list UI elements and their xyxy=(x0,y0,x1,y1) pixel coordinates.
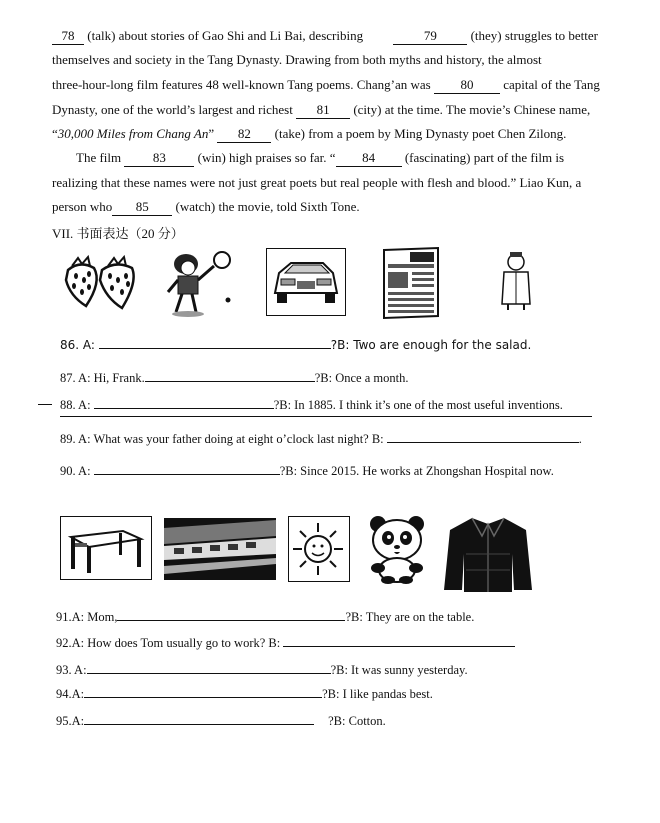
question-90: 90. A: ?B: Since 2015. He works at Zhongshan Hospital now. xyxy=(60,464,554,478)
passage-line-8: person who 85 (watch) the movie, told Sixth Tone. xyxy=(52,199,360,214)
passage-line-3: three-hour-long film features 48 well-known Tang poems. Chang’an was 80 capital of the Tang xyxy=(52,77,600,92)
blank-80[interactable]: 80 xyxy=(434,77,500,94)
question-91: 91.A: Mom, ?B: They are on the table. xyxy=(56,610,475,624)
strawberries-picture xyxy=(62,252,140,314)
answer-91-a[interactable] xyxy=(117,610,345,621)
jacket-picture xyxy=(442,514,534,594)
tennis-player-picture xyxy=(162,250,242,320)
answer-90-a[interactable] xyxy=(94,464,280,475)
answer-93-a[interactable] xyxy=(87,663,331,674)
answer-88-a[interactable] xyxy=(94,398,274,409)
subway-train-picture xyxy=(164,518,276,580)
panda-picture xyxy=(364,514,430,584)
answer-95-a[interactable] xyxy=(84,714,314,725)
question-87: 87. A: Hi, Frank. ?B: Once a month. xyxy=(60,371,409,385)
car-picture xyxy=(266,248,346,316)
passage-line-7: realizing that these names were not just great poets but real people with flesh and blood.” Liao Kun, a xyxy=(52,175,582,190)
answer-86-a[interactable] xyxy=(99,338,331,349)
question-88: 88. A: ?B: In 1885. I think it’s one of the most useful inventions. xyxy=(60,398,563,412)
passage-line-5: “30,000 Miles from Chang An” 82 (take) from a poem by Ming Dynasty poet Chen Zilong. xyxy=(52,126,567,141)
answer-92-b[interactable] xyxy=(283,636,515,647)
question-92: 92.A: How does Tom usually go to work? B: xyxy=(56,636,515,651)
question-95: 95.A: ?B: Cotton. xyxy=(56,714,386,728)
answer-94-a[interactable] xyxy=(84,687,322,698)
answer-89-b[interactable] xyxy=(387,432,579,443)
question-86: 86. A: ?B: Two are enough for the salad. xyxy=(60,338,532,352)
blank-82[interactable]: 82 xyxy=(217,126,271,143)
sun-picture xyxy=(288,516,350,582)
answer-87-a[interactable] xyxy=(145,371,315,382)
blank-78[interactable]: 78 xyxy=(52,28,84,45)
question-89: 89. A: What was your father doing at eight o’clock last night? B: . xyxy=(60,432,582,446)
blank-81[interactable]: 81 xyxy=(296,102,350,119)
passage-line-6: The film 83 (win) high praises so far. “ 84 (fascinating) part of the film is xyxy=(76,150,565,165)
section-heading: VII. 书面表达（20 分） xyxy=(52,226,184,241)
blank-83[interactable]: 83 xyxy=(124,150,194,167)
blank-85[interactable]: 85 xyxy=(112,199,172,216)
scan-underline xyxy=(60,416,592,417)
question-94: 94.A: ?B: I like pandas best. xyxy=(56,687,433,701)
blank-84[interactable]: 84 xyxy=(336,150,402,167)
blank-79[interactable]: 79 xyxy=(393,28,467,45)
passage-line-1: 78 (talk) about stories of Gao Shi and Li Bai, describing 79 (they) struggles to better xyxy=(52,28,598,45)
newspaper-picture xyxy=(380,246,442,320)
passage-line-2: themselves and society in the Tang Dynasty. Drawing from both myths and history, the almost xyxy=(52,52,542,67)
passage-line-4: Dynasty, one of the world’s largest and richest 81 (city) at the time. The movie’s Chinese name, xyxy=(52,102,591,117)
doctor-picture xyxy=(496,250,536,312)
question-93: 93. A: ?B: It was sunny yesterday. xyxy=(56,663,468,677)
table-picture xyxy=(60,516,152,580)
scan-line-mark xyxy=(38,404,52,405)
